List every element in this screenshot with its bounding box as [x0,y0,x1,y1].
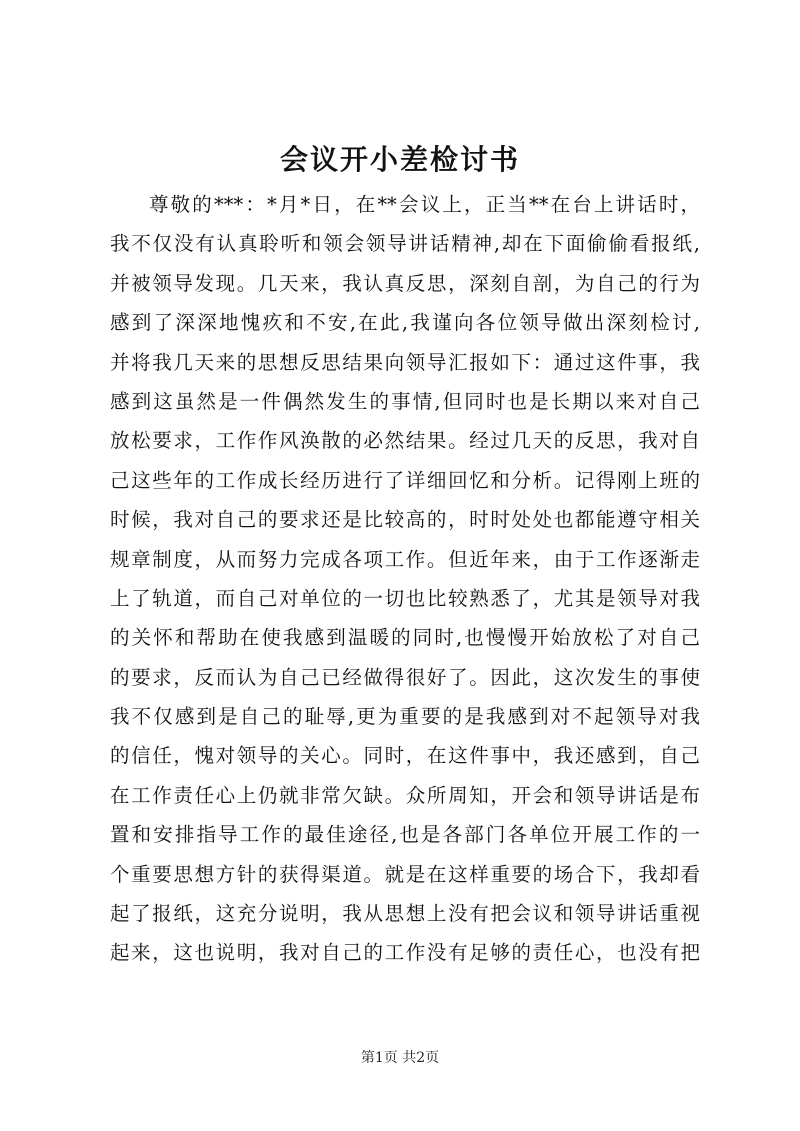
document-title: 会议开小差检讨书 [279,143,520,176]
document-body [110,185,700,973]
body-line: 的信任，愧对领导的关心。同时，在这件事中，我还感到，自己 [110,744,700,768]
body-line: 起了报纸，这充分说明，我从思想上没有把会议和领导讲话重视 [110,902,700,926]
body-line: 上了轨道，而自己对单位的一切也比较熟悉了，尤其是领导对我 [110,586,700,610]
body-line: 感到了深深地愧疚和不安,在此,我谨向各位领导做出深刻检讨, [110,311,700,335]
body-line: 放松要求，工作作风涣散的必然结果。经过几天的反思，我对自 [110,429,700,453]
body-line: 在工作责任心上仍就非常欠缺。众所周知，开会和领导讲话是布 [110,783,700,807]
body-line: 己这些年的工作成长经历进行了详细回忆和分析。记得刚上班的 [110,468,700,492]
body-line: 的要求，反而认为自己已经做得很好了。因此，这次发生的事使 [110,665,700,689]
body-line: 规章制度，从而努力完成各项工作。但近年来，由于工作逐渐走 [110,547,700,571]
body-line: 并被领导发现。几天来，我认真反思，深刻自剖，为自己的行为 [110,271,700,295]
body-line: 个重要思想方针的获得渠道。就是在这样重要的场合下，我却看 [110,862,700,886]
body-line: 时候，我对自己的要求还是比较高的，时时处处也都能遵守相关 [110,508,700,532]
body-line: 置和安排指导工作的最佳途径,也是各部门各单位开展工作的一 [110,823,700,847]
body-line: 并将我几天来的思想反思结果向领导汇报如下：通过这件事，我 [110,350,700,374]
body-line: 起来，这也说明，我对自己的工作没有足够的责任心，也没有把 [110,941,700,965]
page-number-footer: 第1页 共2页 [360,1050,440,1066]
body-line: 尊敬的***：*月*日，在**会议上，正当**在台上讲话时， [149,193,700,216]
body-line: 感到这虽然是一件偶然发生的事情,但同时也是长期以来对自己 [110,389,700,413]
body-line: 的关怀和帮助在使我感到温暖的同时,也慢慢开始放松了对自己 [110,626,700,650]
body-line: 我不仅没有认真聆听和领会领导讲话精神,却在下面偷偷看报纸, [110,232,700,256]
body-line: 我不仅感到是自己的耻辱,更为重要的是我感到对不起领导对我 [110,705,700,729]
